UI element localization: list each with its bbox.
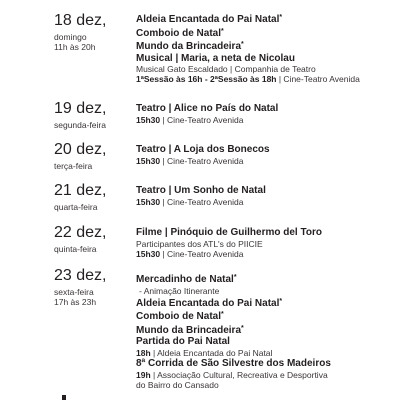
event-time-venue — [136, 348, 392, 358]
event-date: 20 dez, — [54, 141, 107, 158]
event-time-venue — [136, 370, 392, 380]
event-time: 18h — [136, 347, 151, 358]
event-title: Comboio de Natal * — [136, 26, 392, 40]
event-weekday: quinta-feira — [54, 244, 97, 254]
event-sessions — [136, 74, 392, 84]
event-title: Musical | Maria, a neta de Nicolau — [136, 52, 295, 64]
event-title: Teatro | A Loja dos Bonecos — [136, 144, 270, 155]
event-venue: | Cine-Teatro Avenida — [160, 114, 244, 125]
event-organizer: | Associação Cultural, Recreativa e Desportiva — [150, 369, 328, 380]
event-title: Aldeia Encantada do Pai Natal * — [136, 296, 392, 310]
event-title: Mercadinho de Natal * — [136, 272, 392, 286]
event-date: 22 dez, — [54, 224, 107, 241]
event-details — [136, 144, 392, 166]
event-title: Filme | Pinóquio de Guilhermo del Toro — [136, 227, 322, 238]
session-times: 1ªSessão às 16h - 2ªSessão às 18h — [136, 74, 277, 85]
cut-off-mark — [62, 395, 66, 400]
event-date: 18 dez, — [54, 12, 107, 29]
event-title: Partida do Pai Natal — [136, 336, 230, 348]
event-details — [136, 272, 392, 390]
event-date: 21 dez, — [54, 182, 107, 199]
event-details — [136, 12, 392, 84]
event-weekday: segunda-feira — [54, 120, 106, 130]
event-time-venue — [136, 197, 392, 207]
event-venue: | Aldeia Encantada do Pai Natal — [150, 347, 273, 358]
event-venue: | Cine-Teatro Avenida — [276, 74, 360, 85]
event-description: Musical Gato Escaldado | Companhia de Teatro — [136, 64, 316, 75]
event-time: 19h — [136, 369, 151, 380]
event-details — [136, 103, 392, 125]
event-title: Teatro | Um Sonho de Natal — [136, 185, 266, 196]
event-date: 23 dez, — [54, 267, 107, 284]
event-title: Teatro | Alice no País do Natal — [136, 103, 279, 114]
event-title: Aldeia Encantada do Pai Natal * — [136, 12, 392, 26]
event-time: 15h30 — [136, 114, 161, 125]
event-description: Participantes dos ATL's do PIICIE — [136, 238, 263, 249]
event-weekday: sexta-feira — [54, 287, 94, 297]
event-title: Mundo da Brincadeira * — [136, 39, 392, 53]
event-time: 15h30 — [136, 248, 161, 259]
event-details — [136, 185, 392, 207]
event-weekday: domingo — [54, 32, 87, 42]
event-weekday: terça-feira — [54, 161, 93, 171]
event-venue: | Cine-Teatro Avenida — [160, 196, 244, 207]
event-time-venue — [136, 156, 392, 166]
event-title: Mundo da Brincadeira * — [136, 323, 392, 337]
event-title: Comboio de Natal * — [136, 309, 392, 323]
event-title: 8ª Corrida de São Silvestre dos Madeiros — [136, 357, 331, 369]
event-time: 15h30 — [136, 155, 161, 166]
event-time-venue — [136, 115, 392, 125]
event-date: 19 dez, — [54, 100, 107, 117]
event-note: - Animação Itinerante — [139, 285, 220, 296]
event-hours: 11h às 20h — [54, 42, 96, 52]
event-venue: | Cine-Teatro Avenida — [160, 155, 244, 166]
event-details — [136, 227, 392, 259]
event-weekday: quarta-feira — [54, 202, 98, 212]
event-time: 15h30 — [136, 196, 161, 207]
event-venue: | Cine-Teatro Avenida — [160, 248, 244, 259]
event-time-venue — [136, 249, 392, 259]
event-organizer-cont: do Bairro do Cansado — [136, 379, 219, 390]
event-hours: 17h às 23h — [54, 297, 97, 307]
